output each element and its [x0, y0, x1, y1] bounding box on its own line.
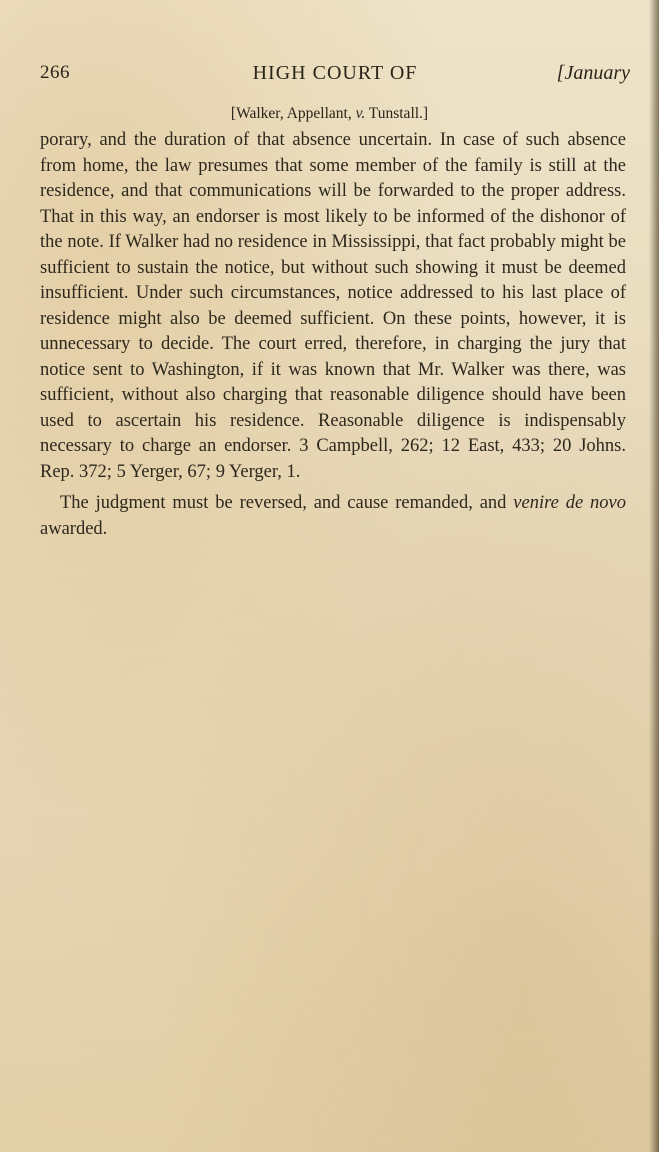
page-edge-shadow — [649, 0, 659, 1152]
running-title: HIGH COURT OF — [252, 62, 418, 84]
page-number: 266 — [40, 62, 70, 83]
paragraph-2-italic: venire de novo — [513, 493, 626, 513]
case-caption — [0, 105, 659, 123]
paragraph-2-start: The judgment must be reversed, and cause remanded, and — [60, 493, 514, 513]
caption-open: [Walker, Appellant, — [230, 105, 356, 122]
paragraph-2 — [40, 491, 626, 542]
body-text — [40, 128, 626, 542]
running-month: [January — [556, 62, 630, 84]
caption-close: Tunstall.] — [365, 105, 429, 122]
paragraph-2-end: awarded. — [40, 518, 108, 539]
running-header — [40, 60, 630, 90]
caption-versus: v. — [355, 105, 366, 122]
paragraph-1: porary, and the duration of that absence uncertain. In case of such absence from home, the law presumes that some member of the family is still at the residence, and that communications will be forwarded to the proper address. That in this way, an endorser is most likely to be informed of the dishonor of the note. If Walker had no residence in Mississippi, that fact probably might be sufficient to sustain the notice, but without such showing it must be deemed insufficient. Under such circumstances, notice addressed to his last place of residence might also be deemed sufficient. On these points, however, it is unnecessary to decide. The court erred, therefore, in charging the jury that notice sent to Washington, if it was known that Mr. Walker was there, was sufficient, without also charging that reasonable diligence should have been used to ascertain his residence. Reasonable diligence is indispensably necessary to charge an endorser. 3 Campbell, 262; 12 East, 433; 20 Johns. Rep. 372; 5 Yerger, 67; 9 Yerger, 1. — [40, 130, 626, 482]
